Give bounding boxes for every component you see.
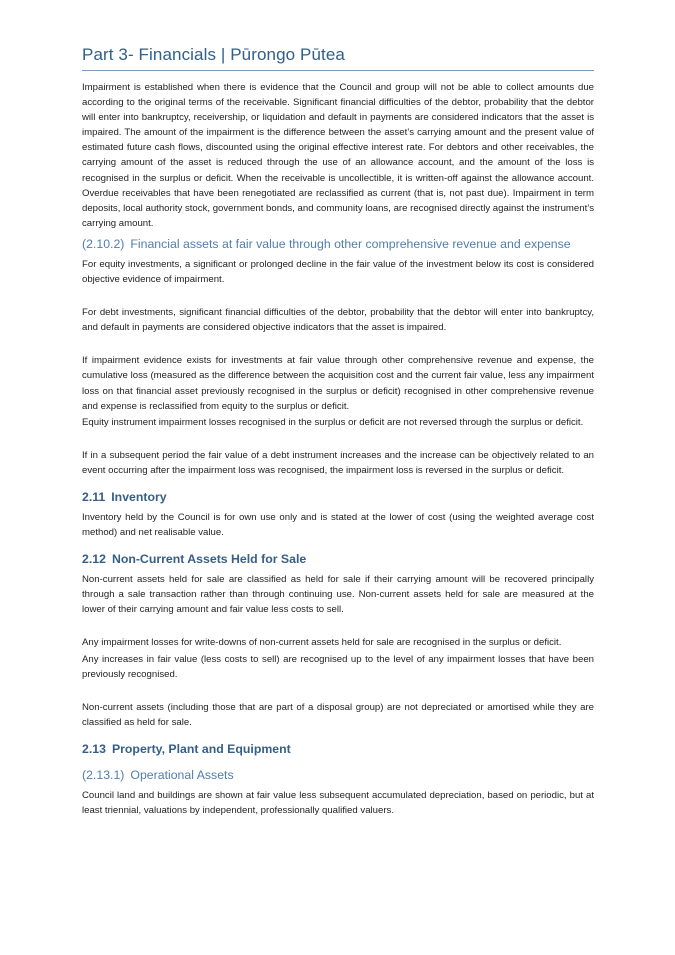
paragraph-operational-assets: Council land and buildings are shown at fair value less subsequent accumulated depreciation, based on periodic, but at least triennial, valuations by independent, professionally qualified valuers. bbox=[82, 789, 594, 816]
section-heading-2-12 bbox=[82, 551, 594, 567]
section-heading-2-13 bbox=[82, 741, 594, 757]
paragraph-held-for-sale-2: Any impairment losses for write-downs of non-current assets held for sale are recognised in the surplus or deficit. bbox=[82, 637, 562, 649]
section-number: (2.13.1) bbox=[82, 767, 125, 782]
paragraph-inventory: Inventory held by the Council is for own use only and is stated at the lower of cost (using the weighted average cost method) and net realisable value. bbox=[82, 511, 594, 539]
page-content bbox=[82, 80, 594, 818]
paragraph-equity-investments: For equity investments, a significant or prolonged decline in the fair value of the investment below its cost is considered objective evidence of impairment. bbox=[82, 258, 594, 286]
section-number: 2.12 bbox=[82, 552, 106, 567]
paragraph-debt-investments: For debt investments, significant financial difficulties of the debtor, probability that the debtor will enter into bankruptcy, and default in payments are considered objective indicators that the asset is impaired. bbox=[82, 307, 594, 334]
section-number: (2.10.2) bbox=[82, 236, 125, 251]
section-title: Property, Plant and Equipment bbox=[111, 741, 291, 756]
section-title: Inventory bbox=[111, 489, 167, 504]
page-header bbox=[82, 44, 594, 71]
paragraph-held-for-sale-3: Any increases in fair value (less costs to sell) are recognised up to the level of any impairment losses that have been previously recognised. bbox=[82, 653, 594, 680]
section-number: 2.11 bbox=[82, 489, 106, 504]
section-title: Operational Assets bbox=[130, 767, 234, 782]
section-number: 2.13 bbox=[82, 741, 106, 756]
paragraph-cumulative-loss: If impairment evidence exists for investments at fair value through other comprehensive revenue and expense, the cumulative loss (measured as the difference between the acquisition cost and the current fair value, less any impairment loss on that financial asset previously recognised in the surplus or deficit) recognised in other comprehensive revenue and expense is reclassified from equity to the surplus or deficit. bbox=[82, 355, 594, 412]
paragraph-held-for-sale-4: Non-current assets (including those that are part of a disposal group) are not depreciated or amortised while they are classified as held for sale. bbox=[82, 701, 594, 728]
section-heading-2-10-2 bbox=[82, 236, 594, 252]
paragraph-impairment-receivables: Impairment is established when there is evidence that the Council and group will not be able to collect amounts due according to the original terms of the receivable. Significant financial difficulties of the debtor, probability that the debtor will enter into bankruptcy, receivership, or liquidation and default in payments are considered indicators that the asset is impaired. The amount of the impairment is the difference between the asset’s carrying amount and the present value of estimated future cash flows, discounted using the original effective interest rate. For debtors and other receivables, the carrying amount of the asset is reduced through the use of an allowance account, and the amount of the loss is recognised in the surplus or deficit. When the receivable is uncollectible, it is written-off against the allowance account. Overdue receivables that have been renegotiated are reclassified as current (that is, not past due). Impairment in term deposits, local authority stock, government bonds, and community loans, are recognised directly against the instrument’s carrying amount. bbox=[82, 82, 594, 229]
section-heading-2-11 bbox=[82, 489, 594, 505]
section-heading-2-13-1 bbox=[82, 767, 594, 783]
section-title: Non-Current Assets Held for Sale bbox=[111, 552, 307, 567]
paragraph-equity-not-reversed: Equity instrument impairment losses recognised in the surplus or deficit are not reversed through the surplus or deficit. bbox=[82, 416, 584, 428]
paragraph-debt-reversed: If in a subsequent period the fair value of a debt instrument increases and the increase can be objectively related to an event occurring after the impairment loss was recognised, the impairment loss is reversed in the surplus or deficit. bbox=[82, 449, 594, 476]
page-title: Part 3- Financials | Pūrongo Pūtea bbox=[82, 45, 345, 64]
paragraph-held-for-sale-1: Non-current assets held for sale are classified as held for sale if their carrying amount will be recovered principally through a sale transaction rather than through continuing use. Non-current assets held for sale are measured at the lower of their carrying amount and fair value less costs to sell. bbox=[82, 574, 594, 616]
section-title: Financial assets at fair value through other comprehensive revenue and expense bbox=[130, 236, 571, 251]
